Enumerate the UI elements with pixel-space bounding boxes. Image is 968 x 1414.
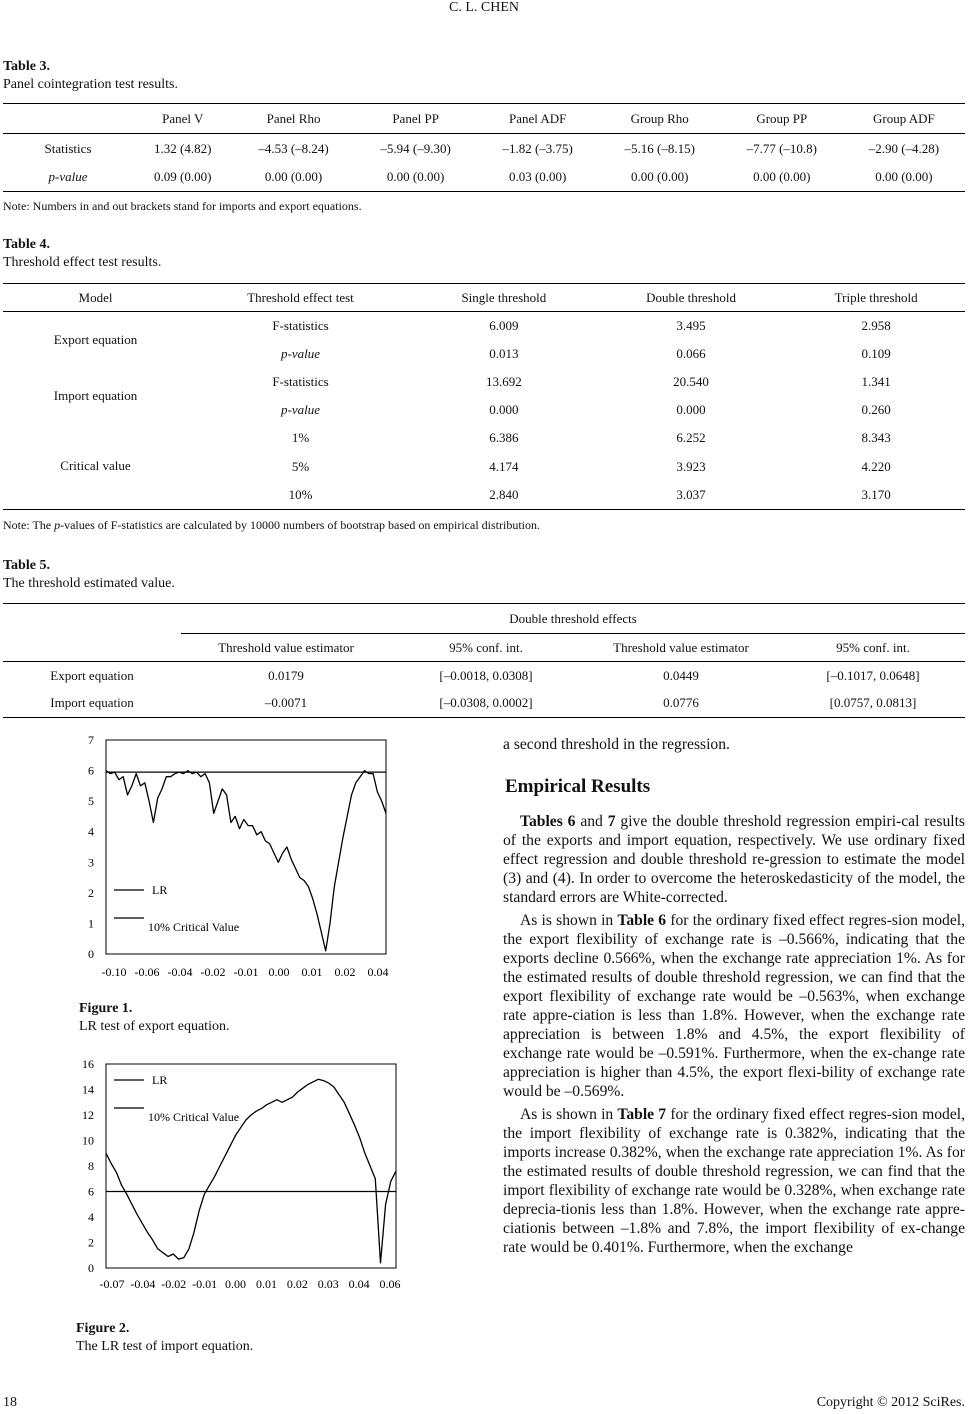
plot-frame bbox=[106, 1064, 396, 1268]
table4-caption bbox=[3, 236, 161, 272]
figure2-title: The LR test of import equation. bbox=[76, 1339, 254, 1354]
page-number: 18 bbox=[3, 1395, 17, 1410]
table4-cell: 4.220 bbox=[861, 458, 891, 474]
table5-cell: 0.0179 bbox=[268, 667, 304, 683]
section-title: Empirical Results bbox=[505, 776, 651, 797]
table4-cell: 0.260 bbox=[861, 401, 891, 417]
table4-label: Table 4. bbox=[3, 237, 50, 252]
figure1-chart bbox=[60, 728, 400, 988]
table5-col-header: Threshold value estimator bbox=[613, 639, 749, 655]
table4-cell: 6.009 bbox=[489, 317, 519, 333]
table5-cell: [–0.0308, 0.0002] bbox=[439, 695, 533, 711]
y-tick-label: 6 bbox=[88, 1184, 94, 1199]
y-tick-label: 3 bbox=[88, 855, 94, 870]
paragraph-text: As is shown in bbox=[520, 1106, 618, 1123]
x-tick-label: -0.06 bbox=[134, 965, 160, 979]
table-row bbox=[3, 424, 965, 452]
x-tick-label: 0.00 bbox=[268, 965, 290, 979]
table5-group-header: Double threshold effects bbox=[181, 604, 965, 634]
table4-cell: 3.170 bbox=[861, 487, 891, 503]
table5-cell: [–0.1017, 0.0648] bbox=[826, 667, 920, 683]
table3-caption bbox=[3, 58, 178, 94]
table3-label: Table 3. bbox=[3, 59, 50, 74]
table4-cell: 0.013 bbox=[489, 345, 519, 361]
table5-cell: 0.0776 bbox=[663, 695, 699, 711]
table4-cell: 0.000 bbox=[489, 401, 519, 417]
table3-col-header: Panel V bbox=[162, 110, 204, 126]
table4-cell: 1.341 bbox=[861, 373, 891, 389]
x-tick-label: 0.04 bbox=[348, 1277, 370, 1291]
figure2-caption bbox=[76, 1320, 253, 1356]
table3-col-header: Group PP bbox=[756, 110, 808, 126]
table4-cell: F-statistics bbox=[272, 317, 329, 333]
x-tick-label: -0.02 bbox=[200, 965, 226, 979]
table3-cell: 0.09 (0.00) bbox=[154, 169, 212, 185]
paragraph bbox=[503, 1105, 965, 1257]
figure2-chart bbox=[60, 1048, 410, 1298]
table3-cell: p-value bbox=[48, 169, 88, 185]
table4-model-cell: Import equation bbox=[53, 387, 138, 403]
x-tick-label: 0.03 bbox=[317, 1277, 339, 1291]
y-tick-label: 0 bbox=[88, 947, 94, 961]
x-tick-label: 0.06 bbox=[379, 1277, 401, 1291]
table-row bbox=[3, 134, 965, 164]
legend-label: LR bbox=[152, 883, 168, 897]
x-tick-label: -0.10 bbox=[101, 965, 127, 979]
copyright: Copyright © 2012 SciRes. bbox=[816, 1395, 965, 1410]
table3-cell: 0.00 (0.00) bbox=[386, 169, 445, 185]
table4-cell: 5% bbox=[291, 458, 310, 474]
table5-title: The threshold estimated value. bbox=[3, 576, 175, 591]
y-tick-label: 1 bbox=[88, 916, 94, 931]
y-tick-label: 6 bbox=[88, 763, 94, 778]
table4-cell: F-statistics bbox=[272, 373, 329, 389]
table3-cell: –2.90 (–4.28) bbox=[868, 140, 940, 156]
table4-cell: 6.386 bbox=[489, 429, 519, 445]
table4-note-italic: p bbox=[54, 518, 61, 532]
table4-header-row bbox=[3, 284, 965, 312]
table5 bbox=[3, 603, 965, 718]
table3-cell: 0.00 (0.00) bbox=[875, 169, 933, 185]
table5-cell: [0.0757, 0.0813] bbox=[829, 695, 917, 711]
table3-note: Note: Numbers in and out brackets stand for imports and export equations. bbox=[3, 199, 362, 213]
table4-col-header: Model bbox=[78, 289, 113, 305]
table4-cell: 6.252 bbox=[676, 429, 706, 445]
bold-reference: 7 bbox=[607, 813, 616, 830]
paragraph-text: As is shown in bbox=[520, 912, 618, 929]
y-tick-label: 12 bbox=[82, 1108, 94, 1122]
table-row bbox=[3, 164, 965, 192]
figure1-caption bbox=[79, 1000, 229, 1036]
paragraph bbox=[503, 911, 965, 1101]
y-tick-label: 7 bbox=[88, 733, 94, 747]
table4 bbox=[3, 283, 965, 510]
table4-cell: 3.495 bbox=[676, 317, 706, 333]
legend-label: 10% Critical Value bbox=[148, 920, 240, 934]
table3-cell: –5.16 (–8.15) bbox=[624, 140, 695, 156]
y-tick-label: 4 bbox=[88, 1210, 94, 1224]
table5-col-header: Threshold value estimator bbox=[218, 639, 354, 655]
x-tick-label: 0.01 bbox=[255, 1277, 277, 1291]
table5-group-header-row bbox=[3, 604, 965, 634]
y-tick-label: 2 bbox=[88, 1235, 94, 1250]
x-tick-label: 0.04 bbox=[367, 965, 389, 979]
table4-col-header: Threshold effect test bbox=[247, 289, 354, 305]
figure1-label: Figure 1. bbox=[79, 1001, 133, 1016]
table5-cell: Export equation bbox=[50, 667, 134, 683]
table3-col-header: Panel ADF bbox=[508, 110, 567, 126]
table5-header-row bbox=[3, 634, 965, 662]
paragraph-text: for the ordinary fixed effect regres-sion model, the import flexibility of exchange rate is 0.382%, indicating that the imports increase 0.382%, when the exchange rate appreciation 1%. As for the estimated results of double threshold regression, we can find that the import flexibility of exchange rate would be 0.328%, when exchange rate deprecia-tionis less than 1.8%. However, when the exchange rate appre-ciationis between –1.8% and 7.8%, the import flexibility of ex-change rate would be 0.401%. Furthermore, when the exchange bbox=[503, 1106, 965, 1256]
x-tick-label: -0.04 bbox=[130, 1277, 156, 1291]
legend-label: LR bbox=[152, 1073, 168, 1087]
table3-col-header: Panel Rho bbox=[266, 110, 321, 126]
bold-reference: Tables 6 bbox=[520, 813, 576, 830]
body-lead-line: a second threshold in the regression. bbox=[503, 736, 730, 753]
table4-cell: 2.840 bbox=[489, 487, 519, 503]
table3-col-header: Group ADF bbox=[873, 110, 935, 126]
table3-col-header: Panel PP bbox=[392, 110, 439, 126]
x-tick-label: 0.01 bbox=[301, 965, 323, 979]
y-tick-label: 5 bbox=[88, 794, 94, 809]
table4-cell: 4.174 bbox=[489, 458, 519, 474]
table4-note bbox=[3, 518, 540, 533]
table4-cell: 3.037 bbox=[676, 487, 706, 503]
table-row bbox=[3, 312, 965, 340]
x-tick-label: -0.07 bbox=[99, 1277, 125, 1291]
x-tick-label: 0.00 bbox=[225, 1277, 247, 1291]
table4-model-cell: Export equation bbox=[53, 331, 138, 347]
table4-cell: 0.109 bbox=[861, 345, 891, 361]
table5-cell: 0.0449 bbox=[663, 667, 699, 683]
table3-cell: 1.32 (4.82) bbox=[154, 140, 212, 156]
table4-note-suffix: -values of F-statistics are calculated by 10000 numbers of bootstrap based on empirical distribution. bbox=[60, 518, 540, 532]
x-tick-label: -0.01 bbox=[192, 1277, 218, 1291]
paragraph-text: for the ordinary fixed effect regres-sion model, the export flexibility of exchange rate is –0.566%, indicating that the exports decline 0.566%, when the exchange rate appreciation 1%. As for the estimated results of double threshold regression, we can find that the export flexibility of exchange rate would be –0.563%, when exchange rate appre-ciation is less than 1.8%. However, when the exchange rate appreciation is between 1.8% and 4.5%, the export flexibility of exchange rate would be –0.591%. Furthermore, when the ex-change rate appreciation is higher than 4.5%, the export flexi-bility of exchange rate would be –0.569%. bbox=[503, 912, 965, 1100]
table4-cell: 3.923 bbox=[676, 458, 706, 474]
table3-col-header: Group Rho bbox=[630, 110, 689, 126]
table-row bbox=[3, 368, 965, 396]
table4-cell: 1% bbox=[291, 429, 310, 445]
table4-cell: p-value bbox=[281, 345, 320, 361]
figure2-label: Figure 2. bbox=[76, 1321, 130, 1336]
table4-col-header: Single threshold bbox=[461, 289, 547, 305]
paragraph-text: give the double threshold regression empiri-cal results of the exports and import equation, respectively. We use ordinary fixed effect regression and double threshold re-gression to estimate the model (3) and (4). In order to overcome the heteroskedasticity of the model, the standard errors are White-corrected. bbox=[503, 813, 965, 906]
table5-cell: [–0.0018, 0.0308] bbox=[439, 667, 533, 683]
y-tick-label: 8 bbox=[88, 1159, 94, 1173]
table4-cell: 0.000 bbox=[676, 401, 706, 417]
table4-cell: 0.066 bbox=[676, 345, 706, 361]
legend-label: 10% Critical Value bbox=[148, 1110, 240, 1124]
table3-cell: –5.94 (–9.30) bbox=[380, 140, 451, 156]
table3-cell: –1.82 (–3.75) bbox=[502, 140, 573, 156]
table4-cell: 2.958 bbox=[861, 317, 891, 333]
bold-reference: Table 6 bbox=[617, 912, 667, 929]
table4-cell: 20.540 bbox=[673, 373, 709, 389]
table3-cell: Statistics bbox=[44, 140, 92, 156]
y-tick-label: 0 bbox=[88, 1261, 94, 1275]
y-tick-label: 10 bbox=[82, 1133, 94, 1148]
lr-series-line bbox=[106, 1079, 396, 1263]
table4-col-header: Double threshold bbox=[646, 289, 736, 305]
body-paragraphs bbox=[503, 812, 965, 1257]
y-tick-label: 2 bbox=[88, 885, 94, 900]
table5-cell: –0.0071 bbox=[264, 695, 308, 711]
table3-cell: –7.77 (–10.8) bbox=[746, 140, 818, 156]
table4-cell: p-value bbox=[281, 401, 320, 417]
x-tick-label: -0.02 bbox=[161, 1277, 187, 1291]
paragraph-text: and bbox=[575, 813, 608, 830]
table5-label: Table 5. bbox=[3, 558, 50, 573]
figure1-title: LR test of export equation. bbox=[79, 1019, 230, 1034]
table-row bbox=[3, 690, 965, 718]
paragraph bbox=[503, 812, 965, 907]
table4-title: Threshold effect test results. bbox=[3, 255, 162, 270]
table3-cell: 0.00 (0.00) bbox=[631, 169, 689, 185]
table3-cell: 0.00 (0.00) bbox=[753, 169, 811, 185]
table3-title: Panel cointegration test results. bbox=[3, 77, 178, 92]
table3-header-row bbox=[3, 104, 965, 134]
table5-col-header: 95% conf. int. bbox=[449, 639, 523, 655]
table4-cell: 8.343 bbox=[861, 429, 891, 445]
table4-col-header: Triple threshold bbox=[834, 289, 918, 305]
x-tick-label: -0.04 bbox=[167, 965, 193, 979]
x-tick-label: 0.02 bbox=[334, 965, 356, 979]
x-tick-label: -0.01 bbox=[233, 965, 259, 979]
table4-model-cell: Critical value bbox=[60, 458, 131, 474]
table4-note-prefix: Note: The bbox=[3, 518, 55, 532]
table4-cell: 10% bbox=[288, 487, 313, 503]
y-tick-label: 4 bbox=[88, 824, 94, 839]
table4-cell: 13.692 bbox=[486, 373, 522, 389]
table-row bbox=[3, 662, 965, 690]
table3-cell: 0.00 (0.00) bbox=[264, 169, 323, 185]
bold-reference: Table 7 bbox=[617, 1106, 667, 1123]
table3-col-header bbox=[3, 104, 133, 134]
table5-caption bbox=[3, 557, 175, 593]
table3-cell: –4.53 (–8.24) bbox=[258, 140, 329, 156]
table5-col-header: 95% conf. int. bbox=[836, 639, 910, 655]
table3-cell: 0.03 (0.00) bbox=[508, 169, 567, 185]
running-head: C. L. CHEN bbox=[449, 0, 519, 15]
y-tick-label: 14 bbox=[82, 1082, 94, 1097]
y-tick-label: 16 bbox=[82, 1057, 94, 1071]
table5-cell: Import equation bbox=[50, 695, 134, 711]
x-tick-label: 0.02 bbox=[286, 1277, 308, 1291]
table3 bbox=[3, 103, 965, 192]
